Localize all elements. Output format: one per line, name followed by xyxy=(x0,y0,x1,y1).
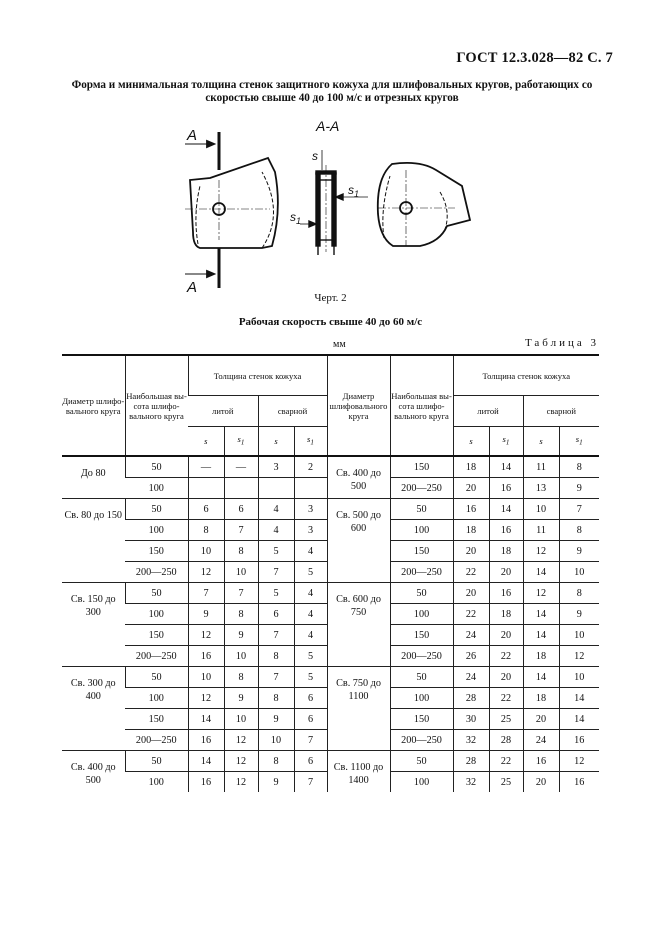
height-cell: 150 xyxy=(125,625,188,646)
thickness-cell: 32 xyxy=(453,730,489,751)
thickness-cell: 25 xyxy=(489,772,523,793)
height-cell: 200—250 xyxy=(125,730,188,751)
dim-s1-right: $s_1$ xyxy=(348,183,360,199)
thickness-cell: 24 xyxy=(453,625,489,646)
thickness-cell: 32 xyxy=(453,772,489,793)
diameter-cell: До 80 xyxy=(62,456,125,499)
height-cell: 50 xyxy=(390,667,453,688)
thickness-cell: 22 xyxy=(489,646,523,667)
diameter-cell: Св. 80 до 150 xyxy=(62,499,125,583)
thickness-cell: 20 xyxy=(489,625,523,646)
cut-label-top: А xyxy=(187,127,198,144)
table-number: Таблица 3 xyxy=(524,337,599,349)
thickness-cell: 14 xyxy=(489,456,523,478)
wall-thickness-table xyxy=(62,354,599,792)
thickness-cell: 12 xyxy=(224,772,258,793)
thickness-cell: 10 xyxy=(224,562,258,583)
thickness-cell: 8 xyxy=(559,520,599,541)
thickness-cell: 7 xyxy=(188,583,224,604)
thickness-cell: 7 xyxy=(224,520,258,541)
thickness-cell: 6 xyxy=(224,499,258,520)
table-row xyxy=(62,667,599,688)
thickness-cell: 4 xyxy=(258,499,294,520)
thickness-cell: 7 xyxy=(294,730,327,751)
height-cell: 200—250 xyxy=(390,478,453,499)
thickness-cell: 20 xyxy=(453,541,489,562)
thickness-cell: 10 xyxy=(559,625,599,646)
thickness-cell: 24 xyxy=(523,730,559,751)
thickness-cell: 16 xyxy=(188,772,224,793)
height-cell: 150 xyxy=(125,709,188,730)
thickness-cell: 14 xyxy=(559,688,599,709)
col-height-2: Наибольшая высота шлифовального круга xyxy=(390,355,453,456)
thickness-cell: 14 xyxy=(188,709,224,730)
thickness-cell: 9 xyxy=(559,604,599,625)
diameter-cell: Св. 400 до 500 xyxy=(62,751,125,793)
table-subtitle: Рабочая скорость свыше 40 до 60 м/с xyxy=(238,316,423,328)
height-cell: 100 xyxy=(390,688,453,709)
height-cell: 200—250 xyxy=(125,562,188,583)
thickness-cell: 8 xyxy=(224,604,258,625)
thickness-cell: 14 xyxy=(523,562,559,583)
thickness-cell: 18 xyxy=(453,520,489,541)
thickness-cell: 12 xyxy=(559,646,599,667)
thickness-cell: 6 xyxy=(294,709,327,730)
dim-s: s xyxy=(312,149,318,163)
thickness-cell: 12 xyxy=(188,562,224,583)
col-cast-2: литой xyxy=(453,396,523,427)
col-diameter: Диаметр шлифовального круга xyxy=(62,355,125,456)
thickness-cell: 7 xyxy=(258,562,294,583)
height-cell: 50 xyxy=(125,667,188,688)
thickness-cell: 8 xyxy=(559,456,599,478)
thickness-cell xyxy=(258,478,294,499)
guard-drawing xyxy=(0,115,661,300)
diameter-cell: Св. 1100 до 1400 xyxy=(327,751,390,793)
thickness-cell: 5 xyxy=(258,541,294,562)
height-cell: 50 xyxy=(125,456,188,478)
col-s: s xyxy=(188,427,224,457)
thickness-cell: — xyxy=(224,456,258,478)
col-s1: $s_1$ xyxy=(559,427,599,457)
thickness-cell: 8 xyxy=(224,541,258,562)
height-cell: 100 xyxy=(390,604,453,625)
thickness-cell: 9 xyxy=(559,541,599,562)
thickness-cell: 16 xyxy=(188,730,224,751)
table-body xyxy=(62,456,599,792)
height-cell: 150 xyxy=(390,456,453,478)
thickness-cell: 16 xyxy=(559,772,599,793)
thickness-cell: 25 xyxy=(489,709,523,730)
thickness-cell: 3 xyxy=(294,520,327,541)
thickness-cell: 10 xyxy=(188,667,224,688)
figure-title: Форма и минимальная толщина стенок защитного кожуха для шлифовальных кругов, работающих со скоростью свыше 40 до 100 м/с и отрезных кругов xyxy=(71,79,593,104)
height-cell: 50 xyxy=(125,499,188,520)
height-cell: 150 xyxy=(390,625,453,646)
thickness-cell: 20 xyxy=(489,562,523,583)
thickness-cell: 12 xyxy=(523,583,559,604)
col-wall: Толщина стенок кожуха xyxy=(188,355,327,396)
height-cell: 150 xyxy=(390,541,453,562)
thickness-cell: 22 xyxy=(453,562,489,583)
table-row xyxy=(62,751,599,772)
diameter-cell: Св. 500 до 600 xyxy=(327,499,390,583)
thickness-cell: 4 xyxy=(258,520,294,541)
thickness-cell: 11 xyxy=(523,520,559,541)
thickness-cell: 12 xyxy=(523,541,559,562)
thickness-cell: — xyxy=(188,456,224,478)
height-cell: 100 xyxy=(125,688,188,709)
thickness-cell xyxy=(224,478,258,499)
thickness-cell: 20 xyxy=(523,709,559,730)
thickness-cell: 30 xyxy=(453,709,489,730)
height-cell: 50 xyxy=(390,583,453,604)
height-cell: 50 xyxy=(125,583,188,604)
col-cast: литой xyxy=(188,396,258,427)
thickness-cell: 8 xyxy=(224,667,258,688)
col-welded-2: сварной xyxy=(523,396,599,427)
thickness-cell: 8 xyxy=(559,583,599,604)
cut-label-bottom: А xyxy=(187,279,198,296)
thickness-cell: 8 xyxy=(258,688,294,709)
thickness-cell: 4 xyxy=(294,541,327,562)
thickness-cell: 6 xyxy=(188,499,224,520)
thickness-cell: 18 xyxy=(453,456,489,478)
thickness-cell: 14 xyxy=(523,604,559,625)
thickness-cell: 20 xyxy=(523,772,559,793)
thickness-cell: 16 xyxy=(559,730,599,751)
thickness-cell: 22 xyxy=(489,688,523,709)
units-label: мм xyxy=(333,339,346,350)
diameter-cell: Св. 600 до 750 xyxy=(327,583,390,667)
height-cell: 150 xyxy=(390,709,453,730)
thickness-cell: 10 xyxy=(224,646,258,667)
height-cell: 100 xyxy=(390,772,453,793)
thickness-cell: 22 xyxy=(453,604,489,625)
thickness-cell: 6 xyxy=(258,604,294,625)
height-cell: 100 xyxy=(125,520,188,541)
thickness-cell: 14 xyxy=(523,625,559,646)
col-s: s xyxy=(523,427,559,457)
col-s1: $s_1$ xyxy=(489,427,523,457)
thickness-cell: 13 xyxy=(523,478,559,499)
thickness-cell: 11 xyxy=(523,456,559,478)
thickness-cell: 28 xyxy=(489,730,523,751)
diameter-cell: Св. 750 до 1100 xyxy=(327,667,390,751)
guard-side-view xyxy=(185,132,278,288)
thickness-cell: 16 xyxy=(523,751,559,772)
thickness-cell: 7 xyxy=(294,772,327,793)
thickness-cell: 7 xyxy=(559,499,599,520)
thickness-cell xyxy=(188,478,224,499)
thickness-cell: 10 xyxy=(188,541,224,562)
thickness-cell: 8 xyxy=(258,751,294,772)
thickness-cell: 12 xyxy=(559,751,599,772)
thickness-cell: 5 xyxy=(294,562,327,583)
height-cell: 50 xyxy=(125,751,188,772)
thickness-cell: 8 xyxy=(188,520,224,541)
thickness-cell: 3 xyxy=(258,456,294,478)
thickness-cell: 9 xyxy=(559,478,599,499)
thickness-cell: 9 xyxy=(258,772,294,793)
thickness-cell: 26 xyxy=(453,646,489,667)
thickness-cell: 9 xyxy=(224,688,258,709)
height-cell: 100 xyxy=(125,478,188,499)
diameter-cell: Св. 300 до 400 xyxy=(62,667,125,751)
col-diameter-2: Диаметр шлифовального круга xyxy=(327,355,390,456)
thickness-cell: 12 xyxy=(224,751,258,772)
section-label: А-А xyxy=(316,118,340,134)
thickness-cell: 14 xyxy=(489,499,523,520)
section-view xyxy=(300,150,368,255)
thickness-cell: 12 xyxy=(188,688,224,709)
height-cell: 200—250 xyxy=(390,646,453,667)
thickness-cell: 10 xyxy=(559,667,599,688)
thickness-cell: 16 xyxy=(489,520,523,541)
height-cell: 100 xyxy=(125,772,188,793)
thickness-cell: 28 xyxy=(453,751,489,772)
thickness-cell: 6 xyxy=(294,688,327,709)
thickness-cell: 3 xyxy=(294,499,327,520)
thickness-cell: 16 xyxy=(453,499,489,520)
height-cell: 100 xyxy=(390,520,453,541)
height-cell: 200—250 xyxy=(390,730,453,751)
height-cell: 50 xyxy=(390,751,453,772)
thickness-cell: 8 xyxy=(258,646,294,667)
height-cell: 200—250 xyxy=(125,646,188,667)
thickness-cell: 7 xyxy=(258,625,294,646)
thickness-cell: 18 xyxy=(523,688,559,709)
thickness-cell xyxy=(294,478,327,499)
thickness-cell: 16 xyxy=(489,583,523,604)
thickness-cell: 20 xyxy=(453,583,489,604)
thickness-cell: 7 xyxy=(224,583,258,604)
page-header: ГОСТ 12.3.028—82 С. 7 xyxy=(456,50,613,66)
col-welded: сварной xyxy=(258,396,327,427)
thickness-cell: 5 xyxy=(258,583,294,604)
height-cell: 200—250 xyxy=(390,562,453,583)
height-cell: 100 xyxy=(125,604,188,625)
col-s: s xyxy=(453,427,489,457)
thickness-cell: 16 xyxy=(188,646,224,667)
thickness-cell: 4 xyxy=(294,604,327,625)
diameter-cell: Св. 150 до 300 xyxy=(62,583,125,667)
thickness-cell: 5 xyxy=(294,667,327,688)
thickness-cell: 2 xyxy=(294,456,327,478)
thickness-cell: 14 xyxy=(523,667,559,688)
thickness-cell: 9 xyxy=(188,604,224,625)
thickness-cell: 20 xyxy=(453,478,489,499)
thickness-cell: 28 xyxy=(453,688,489,709)
thickness-cell: 5 xyxy=(294,646,327,667)
table-row xyxy=(62,456,599,478)
dim-s1-left: $s_1$ xyxy=(290,210,302,226)
col-height: Наибольшая высота шлифовального круга xyxy=(125,355,188,456)
height-cell: 150 xyxy=(125,541,188,562)
thickness-cell: 7 xyxy=(258,667,294,688)
thickness-cell: 18 xyxy=(523,646,559,667)
thickness-cell: 12 xyxy=(188,625,224,646)
col-s: s xyxy=(258,427,294,457)
thickness-cell: 16 xyxy=(489,478,523,499)
guard-front-view xyxy=(378,163,470,246)
thickness-cell: 24 xyxy=(453,667,489,688)
thickness-cell: 6 xyxy=(294,751,327,772)
thickness-cell: 10 xyxy=(559,562,599,583)
col-s1: $s_1$ xyxy=(224,427,258,457)
figure-caption: Черт. 2 xyxy=(314,292,347,304)
thickness-cell: 20 xyxy=(489,667,523,688)
thickness-cell: 10 xyxy=(258,730,294,751)
thickness-cell: 10 xyxy=(523,499,559,520)
height-cell: 50 xyxy=(390,499,453,520)
thickness-cell: 22 xyxy=(489,751,523,772)
thickness-cell: 10 xyxy=(224,709,258,730)
thickness-cell: 14 xyxy=(188,751,224,772)
table-row xyxy=(62,583,599,604)
thickness-cell: 18 xyxy=(489,541,523,562)
thickness-cell: 14 xyxy=(559,709,599,730)
col-wall-2: Толщина стенок кожуха xyxy=(453,355,599,396)
col-s1: $s_1$ xyxy=(294,427,327,457)
thickness-cell: 9 xyxy=(258,709,294,730)
thickness-cell: 9 xyxy=(224,625,258,646)
thickness-cell: 18 xyxy=(489,604,523,625)
thickness-cell: 12 xyxy=(224,730,258,751)
thickness-cell: 4 xyxy=(294,625,327,646)
diameter-cell: Св. 400 до 500 xyxy=(327,456,390,499)
table-row xyxy=(62,499,599,520)
thickness-cell: 4 xyxy=(294,583,327,604)
